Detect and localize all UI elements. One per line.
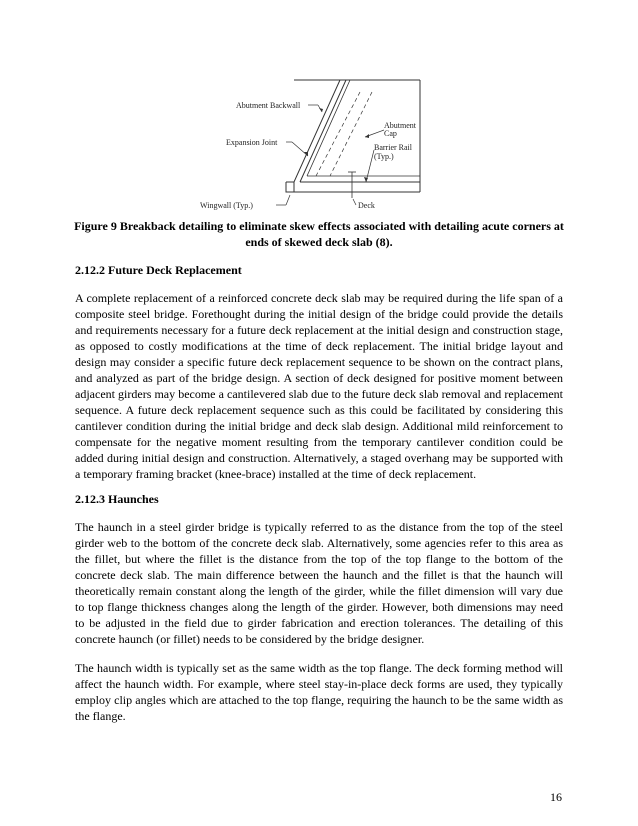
barrier-rail-label-line1: Barrier Rail — [374, 143, 412, 152]
abutment-cap-label-line2: Cap — [384, 129, 397, 138]
barrier-rail-label-line2: (Typ.) — [374, 152, 394, 161]
page-number: 16 — [550, 790, 562, 804]
section-heading-future-deck-replacement: 2.12.2 Future Deck Replacement — [75, 263, 242, 277]
breakback-detail-drawing — [190, 72, 430, 222]
section-heading-haunches: 2.12.3 Haunches — [75, 492, 159, 506]
paragraph-haunches-1: The haunch in a steel girder bridge is typically referred to as the distance from the top of the steel girder web to the bottom of the concrete deck slab. Alternatively, some agencies refer to this area as the fillet, but where the fillet is the distance from the top of the top flange to the bottom of the concrete deck slab. The main difference between the haunch and the fillet is that the haunch will theoretically remain constant along the length of the girder, while the fillet dimension will vary due to top flange thickness changes along the length of the girder. However, both dimensions may need to be adjusted in the field due to girder fabrication and erection tolerances. The detailing of this concrete haunch (or fillet) needs to be considered by the bridge designer. — [75, 520, 563, 646]
abutment-cap-label-line1: Abutment — [384, 121, 416, 130]
deck-label: Deck — [358, 201, 375, 210]
abutment-backwall-label: Abutment Backwall — [236, 101, 301, 110]
paragraph-haunches-2: The haunch width is typically set as the same width as the top flange. The deck forming method will affect the haunch width. For example, where steel stay-in-place deck forms are used, they typically employ clip angles which are attached to the top flange, requiring the haunch to be the same width as the flange. — [75, 661, 563, 723]
figure-caption: Figure 9 Breakback detailing to eliminate skew effects associated with detailing acute corners at ends of skewed deck slab (8). — [74, 219, 564, 249]
wingwall-label: Wingwall (Typ.) — [200, 201, 253, 210]
breakback-detail-figure — [190, 72, 430, 222]
expansion-joint-label: Expansion Joint — [226, 138, 278, 147]
paragraph-future-deck-replacement: A complete replacement of a reinforced concrete deck slab may be required during the life span of a composite steel bridge. Forethought during the initial design of the bridge could provide the details and requirements necessary for a future deck replacement at the initial design and construction stage, as opposed to costly modifications at the time of deck replacement. The initial bridge layout and design may consider a specific future deck replacement sequence to be shown on the contract plans, and analyzed as part of the bridge design. A section of deck designed for positive moment between adjacent girders may become a cantilevered slab due to the future deck slab removal and replacement sequence. A future deck replacement sequence such as this could be facilitated by considering this cantilever condition during the initial bridge and deck slab design. Additional mild reinforcement to compensate for the negative moment resulting from the temporary cantilever condition could be added during initial design and construction. Alternatively, a staged overhang may be supported with a temporary framing bracket (knee-brace) installed at the time of deck replacement. — [75, 291, 563, 481]
